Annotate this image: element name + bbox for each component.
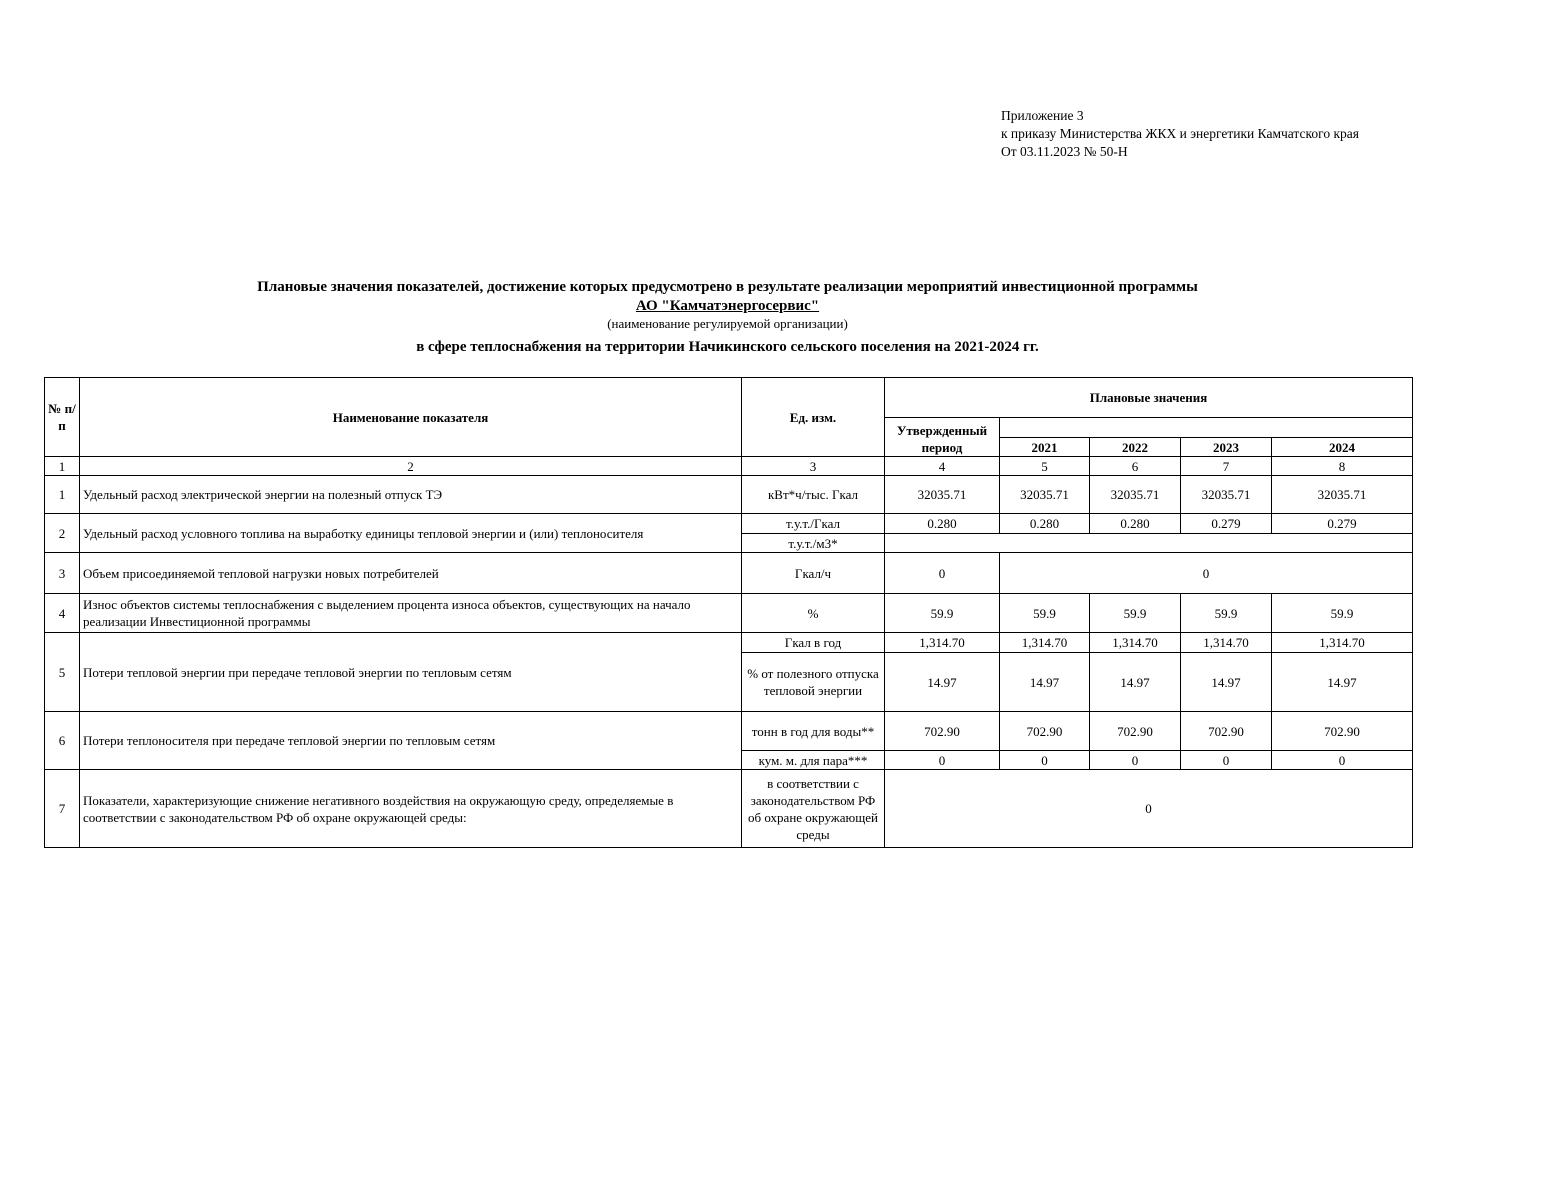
row-num: 6 — [45, 712, 80, 770]
column-numbers-row — [45, 457, 1413, 476]
value-2023: 32035.71 — [1181, 476, 1272, 514]
table-row — [45, 553, 1413, 594]
row-num: 1 — [45, 476, 80, 514]
value-2023: 0 — [1181, 751, 1272, 770]
value-2024: 702.90 — [1272, 712, 1413, 751]
col-number: 2 — [80, 457, 742, 476]
row-unit: % от полезного отпуска тепловой энергии — [742, 653, 885, 712]
title-line-2: в сфере теплоснабжения на территории Начикинского сельского поселения на 2021-2024 гг. — [416, 339, 1039, 355]
row-unit: в соответствии с законодательством РФ об охране окружающей среды — [742, 770, 885, 848]
value-2024: 59.9 — [1272, 594, 1413, 633]
row-unit: Гкал в год — [742, 633, 885, 653]
table-row — [45, 514, 1413, 534]
row-unit: Гкал/ч — [742, 553, 885, 594]
appendix-note — [1001, 107, 1359, 161]
value-2024: 1,314.70 — [1272, 633, 1413, 653]
header-name: Наименование показателя — [80, 378, 742, 457]
header-year-2023: 2023 — [1181, 438, 1272, 457]
header-year-2024: 2024 — [1272, 438, 1413, 457]
value-merged: 0 — [885, 770, 1413, 848]
row-unit: % — [742, 594, 885, 633]
row-name: Удельный расход электрической энергии на полезный отпуск ТЭ — [80, 476, 742, 514]
organization-caption: (наименование регулируемой организации) — [607, 316, 848, 331]
title-line-1: Плановые значения показателей, достижение которых предусмотрено в результате реализации мероприятий инвестиционной программы — [257, 279, 1198, 295]
col-number: 8 — [1272, 457, 1413, 476]
organization-name: АО "Камчатэнергосервис" — [635, 298, 820, 314]
row-num: 7 — [45, 770, 80, 848]
row-unit: тонн в год для воды** — [742, 712, 885, 751]
row-name: Износ объектов системы теплоснабжения с выделением процента износа объектов, существующих на начало реализации Инвестиционной программы — [80, 594, 742, 633]
row-name: Показатели, характеризующие снижение негативного воздействия на окружающую среду, определяемые в соответствии с законодательством РФ об охране окружающей среды: — [80, 770, 742, 848]
table-row — [45, 712, 1413, 751]
value-years-merged: 0 — [1000, 553, 1413, 594]
value-2022: 0.280 — [1090, 514, 1181, 534]
row-unit: кВт*ч/тыс. Гкал — [742, 476, 885, 514]
value-2024: 14.97 — [1272, 653, 1413, 712]
appendix-line-2: к приказу Министерства ЖКХ и энергетики Камчатского края — [1001, 126, 1359, 141]
header-year-2022: 2022 — [1090, 438, 1181, 457]
row-name: Потери тепловой энергии при передаче тепловой энергии по тепловым сетям — [80, 633, 742, 712]
value-2021: 14.97 — [1000, 653, 1090, 712]
table-row — [45, 476, 1413, 514]
header-unit: Ед. изм. — [742, 378, 885, 457]
document-title — [0, 278, 1455, 357]
value-2021: 32035.71 — [1000, 476, 1090, 514]
table-row — [45, 770, 1413, 848]
value-2021: 0.280 — [1000, 514, 1090, 534]
value-2024: 0.279 — [1272, 514, 1413, 534]
appendix-line-1: Приложение 3 — [1001, 108, 1084, 123]
col-number: 1 — [45, 457, 80, 476]
value-approved: 59.9 — [885, 594, 1000, 633]
row-num: 3 — [45, 553, 80, 594]
value-2023: 14.97 — [1181, 653, 1272, 712]
value-2023: 702.90 — [1181, 712, 1272, 751]
col-number: 6 — [1090, 457, 1181, 476]
value-approved: 0.280 — [885, 514, 1000, 534]
value-approved: 0 — [885, 553, 1000, 594]
col-number: 7 — [1181, 457, 1272, 476]
value-2022: 1,314.70 — [1090, 633, 1181, 653]
col-number: 3 — [742, 457, 885, 476]
value-approved: 1,314.70 — [885, 633, 1000, 653]
value-2022: 0 — [1090, 751, 1181, 770]
value-2021: 702.90 — [1000, 712, 1090, 751]
header-num: № п/п — [45, 378, 80, 457]
row-unit: т.у.т./Гкал — [742, 514, 885, 534]
table-row — [45, 633, 1413, 653]
value-2023: 1,314.70 — [1181, 633, 1272, 653]
value-2021: 59.9 — [1000, 594, 1090, 633]
col-number: 5 — [1000, 457, 1090, 476]
col-number: 4 — [885, 457, 1000, 476]
value-empty — [885, 534, 1413, 553]
value-2022: 14.97 — [1090, 653, 1181, 712]
header-approved: Утвержденный период — [885, 418, 1000, 457]
value-2022: 702.90 — [1090, 712, 1181, 751]
indicators-table — [44, 377, 1413, 848]
appendix-line-3: От 03.11.2023 № 50-Н — [1001, 144, 1128, 159]
value-approved: 14.97 — [885, 653, 1000, 712]
row-name: Потери теплоносителя при передаче тепловой энергии по тепловым сетям — [80, 712, 742, 770]
value-2024: 32035.71 — [1272, 476, 1413, 514]
row-num: 2 — [45, 514, 80, 553]
row-num: 5 — [45, 633, 80, 712]
value-2023: 59.9 — [1181, 594, 1272, 633]
row-unit: кум. м. для пара*** — [742, 751, 885, 770]
row-name: Удельный расход условного топлива на выработку единицы тепловой энергии и (или) теплоносителя — [80, 514, 742, 553]
header-plan: Плановые значения — [885, 378, 1413, 418]
value-2021: 1,314.70 — [1000, 633, 1090, 653]
header-year-2021: 2021 — [1000, 438, 1090, 457]
value-approved: 0 — [885, 751, 1000, 770]
row-unit: т.у.т./м3* — [742, 534, 885, 553]
table-row — [45, 594, 1413, 633]
value-approved: 32035.71 — [885, 476, 1000, 514]
header-years-spacer — [1000, 418, 1413, 438]
value-2023: 0.279 — [1181, 514, 1272, 534]
value-approved: 702.90 — [885, 712, 1000, 751]
value-2022: 32035.71 — [1090, 476, 1181, 514]
value-2024: 0 — [1272, 751, 1413, 770]
value-2021: 0 — [1000, 751, 1090, 770]
row-num: 4 — [45, 594, 80, 633]
row-name: Объем присоединяемой тепловой нагрузки новых потребителей — [80, 553, 742, 594]
value-2022: 59.9 — [1090, 594, 1181, 633]
